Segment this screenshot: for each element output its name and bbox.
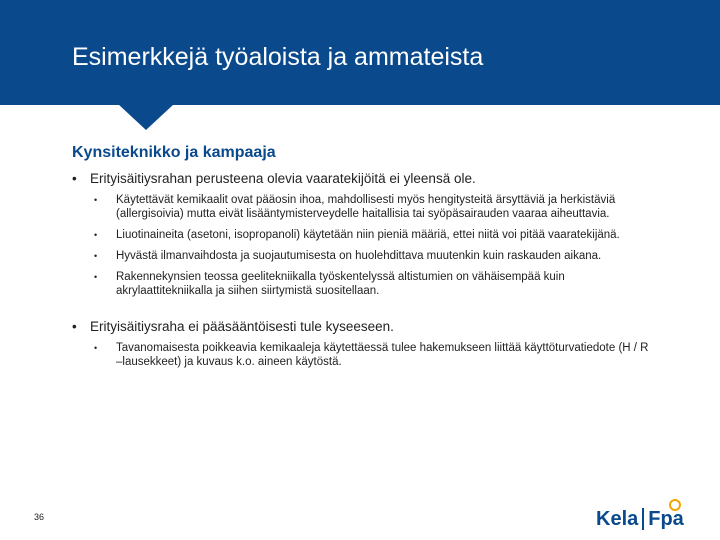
- sub-bullet-text: Hyvästä ilmanvaihdosta ja suojautumisesta on huolehdittava muutenkin kuin raskauden aikana.: [116, 250, 602, 262]
- kela-fpa-logo: [596, 500, 684, 530]
- sub-bullet-item: [94, 341, 652, 369]
- sub-bullet-text: Käytettävät kemikaalit ovat pääosin ihoa, mahdollisesti myös hengitysteitä ärsyttäviä ja herkistäviä (allergisoivia) mutta eivät lisääntymisterveydelle haitallisia tai syöpäsairauden vaaraa aiheuttavia.: [116, 194, 616, 220]
- sub-bullet-list-2: [94, 341, 652, 369]
- sub-bullet-item: [94, 249, 652, 263]
- sub-bullet-item: [94, 228, 652, 242]
- bullet-item-2: [72, 318, 652, 335]
- slide-subtitle: Kynsiteknikko ja kampaaja: [72, 144, 276, 161]
- bullet-icon: •: [94, 195, 98, 205]
- bullet-icon: •: [94, 272, 98, 282]
- sub-bullet-text: Tavanomaisesta poikkeavia kemikaaleja käytettäessä tulee hakemukseen liittää käyttöturvatiedote (H / R –lausekkeet) ja kuvaus k.o. aineen käytöstä.: [116, 342, 649, 368]
- bullet-text: Erityisäitiysrahan perusteena olevia vaaratekijöitä ei yleensä ole.: [90, 171, 476, 186]
- logo-separator: [642, 508, 644, 530]
- bullet-item-1: [72, 170, 652, 187]
- bullet-icon: •: [94, 343, 98, 353]
- bullet-text: Erityisäitiysraha ei pääsääntöisesti tule kyseeseen.: [90, 319, 394, 334]
- logo-badge-icon: [669, 499, 681, 511]
- sub-bullet-item: [94, 193, 652, 221]
- sub-bullet-list-1: [94, 193, 652, 298]
- bullet-icon: •: [94, 251, 98, 261]
- logo-text-left: Kela: [596, 508, 639, 530]
- bullet-icon: •: [72, 171, 77, 186]
- page-title: Esimerkkejä työaloista ja ammateista: [72, 43, 484, 71]
- logo-text-right: Fpa: [648, 508, 684, 530]
- sub-bullet-item: [94, 270, 652, 298]
- bullet-icon: •: [72, 319, 77, 334]
- header-notch: [118, 104, 174, 130]
- sub-bullet-text: Liuotinaineita (asetoni, isopropanoli) käytetään niin pieniä määriä, ettei niitä voi pitää vaaratekijänä.: [116, 229, 620, 241]
- page-number: 36: [34, 512, 45, 522]
- sub-bullet-text: Rakennekynsien teossa geelitekniikalla työskentelyssä altistumien on vähäisempää kuin akrylaattitekniikalla ja siihen siirtymistä suositellaan.: [116, 271, 565, 297]
- bullet-content: [72, 170, 652, 376]
- bullet-icon: •: [94, 230, 98, 240]
